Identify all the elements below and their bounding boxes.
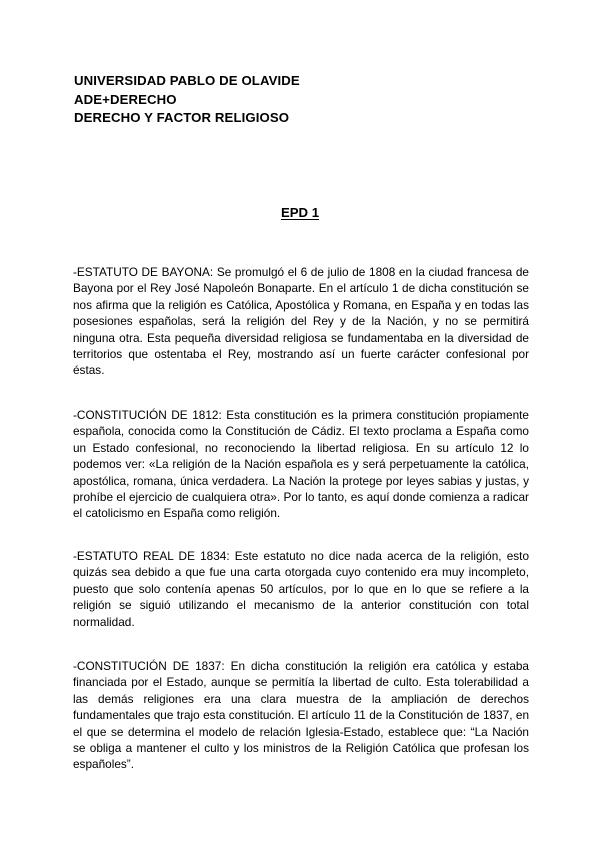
subject-name: DERECHO Y FACTOR RELIGIOSO bbox=[74, 110, 290, 125]
paragraph-constitucion-1812: -CONSTITUCIÓN DE 1812: Esta constitución es la primera constitución propiamente española, conocida como la Constitución de Cádiz. El texto proclama a España como un Estado confesional, no reconociendo la libertad religiosa. En su artículo 12 lo podemos ver: «La religión de la Nación española es y será perpetuamente la católica, apostólica, romana, única verdadera. La Nación la protege por leyes sabias y justas, y prohíbe el ejercicio de cualquiera otra». Por lo tanto, es aquí donde comienza a radicar el catolicismo en España como religión. bbox=[73, 408, 529, 521]
paragraph-estatuto-real-1834: -ESTATUTO REAL DE 1834: Este estatuto no dice nada acerca de la religión, esto quizás sea debido a que fue una carta otorgada cuyo contenido era muy incompleto, puesto que solo contenía apenas 50 artículos, por lo que en lo que se refiere a la religión se siguió utilizando el mecanismo de la anterior constitución con total normalidad. bbox=[73, 549, 529, 629]
paragraph-estatuto-bayona: -ESTATUTO DE BAYONA: Se promulgó el 6 de julio de 1808 en la ciudad francesa de Bayona por el Rey José Napoleón Bonaparte. En el artículo 1 de dicha constitución se nos afirma que la religión es Católica, Apostólica y Romana, en España y en todas las posesiones españolas, será la religión del Rey y de la Nación, y no se permitirá ninguna otra. Esta pequeña diversidad religiosa se fundamentaba en la diversidad de territorios que ostentaba el Rey, mostrando así un fuerte carácter confesional por éstas. bbox=[73, 265, 529, 378]
document-title-text: EPD 1 bbox=[280, 205, 320, 220]
document-title bbox=[0, 204, 600, 222]
paragraph-constitucion-1837: -CONSTITUCIÓN DE 1837: En dicha constitución la religión era católica y estaba financiada por el Estado, aunque se permitía la libertad de culto. Esta tolerabilidad a las demás religiones era una clara muestra de la ampliación de derechos fundamentales que trajo esta constitución. El artículo 11 de la Constitución de 1837, en el que se determina el modelo de relación Iglesia-Estado, establece que: “La Nación se obliga a mantener el culto y los ministros de la Religión Católica que profesan los españoles”. bbox=[73, 659, 529, 772]
university-name: UNIVERSIDAD PABLO DE OLAVIDE bbox=[74, 73, 300, 88]
degree-name: ADE+DERECHO bbox=[74, 91, 177, 107]
document-header bbox=[74, 72, 534, 128]
